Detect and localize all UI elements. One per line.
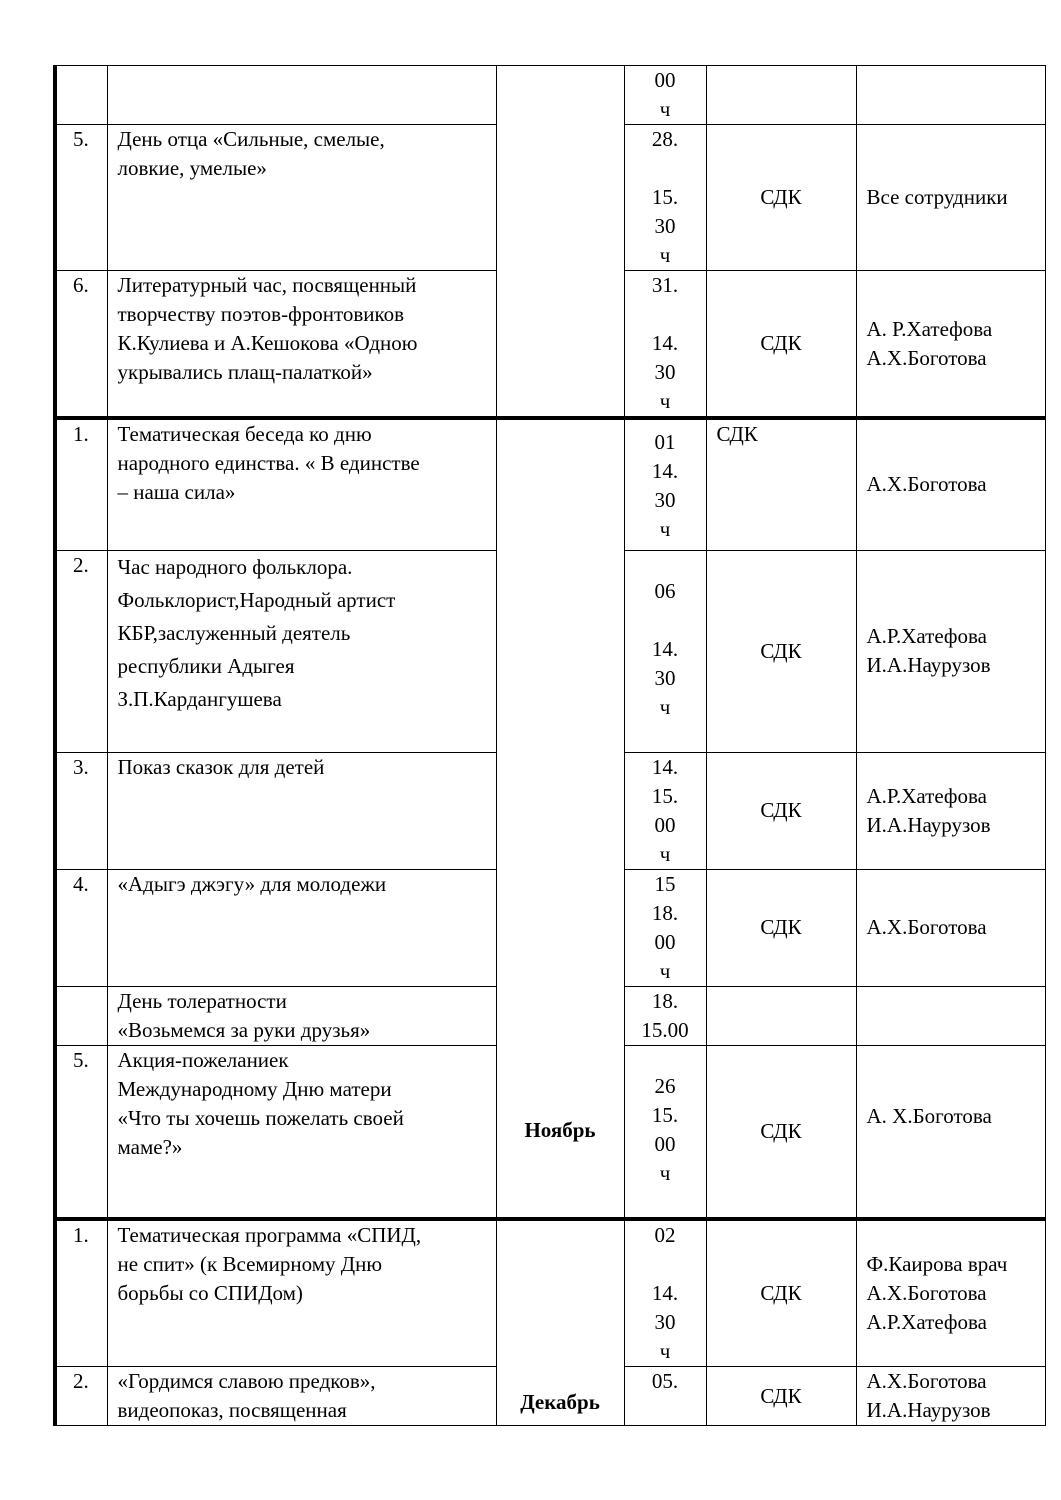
text-line: Показ сказок для детей [117,754,325,779]
text-line: А.Р.Хатефова [866,783,987,808]
responsible-persons [856,125,1045,271]
text-line: А.Х.Боготова [866,1369,987,1393]
text-line [625,1250,706,1279]
event-place: СДК [706,869,856,986]
table-row [55,1219,1045,1367]
event-place: СДК [706,1045,856,1219]
text-line: «Адыгэ джэгу» для молодежи [117,871,387,896]
text-line: День толератности [117,988,287,1013]
text-line: 15. [651,185,679,209]
event-place: СДК [706,1219,856,1367]
text-line: И.А.Наурузов [866,812,991,837]
text-line: – наша сила» [117,480,236,504]
event-date [624,1367,706,1426]
text-line: укрывались плащ-палаткой» [117,360,373,384]
event-plan-table [53,65,1046,1426]
row-number: 4. [55,869,107,986]
text-line: 15. [651,1102,679,1127]
row-number: 5. [55,1045,107,1219]
text-line: А.Х.Боготова [866,915,987,939]
text-line: 26 [654,1073,676,1098]
event-date [624,752,706,869]
responsible-persons [856,550,1045,752]
text-line: не спит» (к Всемирному Дню [117,1252,383,1276]
row-number: 2. [55,550,107,752]
event-place [706,986,856,1045]
text-line: 00 [654,812,676,837]
text-line: Час народного фольклора. [117,554,353,579]
text-line: А. Р.Хатефова [866,316,993,341]
text-line: 30 [654,214,676,238]
text-line: КБР,заслуженный деятель [117,620,351,645]
event-date [624,550,706,752]
text-line: 00 [654,68,676,92]
text-line: 15.00 [641,1017,689,1042]
text-line: 15. [651,783,679,808]
month-label: Ноябрь [524,1118,596,1142]
text-line: 05. [651,1369,679,1393]
event-place: СДК [706,125,856,271]
text-line: Ф.Каирова врач [866,1252,1008,1276]
event-place: СДК [706,550,856,752]
text-line: Фольклорист,Народный артист [117,587,396,612]
responsible-persons [856,752,1045,869]
text-line: ч [659,694,671,719]
event-place: СДК [706,752,856,869]
text-line: 31. [651,273,679,297]
row-number: 1. [55,418,107,550]
row-number: 6. [55,271,107,419]
responsible-persons [856,1367,1045,1426]
row-number: 5. [55,125,107,271]
text-line: 30 [654,360,676,384]
text-line [625,606,706,635]
event-place: СДК [706,418,856,550]
text-line: 14. [651,459,679,483]
text-line: 00 [654,1131,676,1156]
month-cell [496,418,624,1219]
text-line [625,300,706,329]
responsible-persons [856,66,1045,125]
row-number: 2. [55,1367,107,1426]
text-line: ч [659,958,671,983]
responsible-persons [856,418,1045,550]
text-line: маме?» [117,1134,183,1159]
responsible-persons [856,986,1045,1045]
text-line: 15 [654,871,676,896]
text-line: А.Р.Хатефова [866,624,987,648]
row-number [55,986,107,1045]
text-line: ч [659,517,671,541]
text-line: А.Р.Хатефова [866,1310,987,1334]
event-title [107,550,496,752]
event-date [624,125,706,271]
text-line: «Гордимся славою предков», [117,1369,376,1393]
text-line: 14. [651,754,679,779]
text-line: ч [659,389,671,413]
row-number [55,66,107,125]
event-title [107,125,496,271]
event-title [107,418,496,550]
text-line: 01 [654,430,676,454]
text-line: 30 [654,665,676,690]
text-line: республики Адыгея [117,653,295,678]
event-title [107,1219,496,1367]
text-line: борьбы со СПИДом) [117,1281,303,1305]
event-place [706,66,856,125]
text-line: Международному Дню матери [117,1076,392,1101]
text-line: 14. [651,331,679,355]
text-line: И.А.Наурузов [866,653,991,677]
table-row [55,418,1045,550]
event-date [624,418,706,550]
text-line: ч [659,1160,671,1185]
event-title [107,1045,496,1219]
text-line: К.Кулиева и А.Кешокова «Одною [117,331,418,355]
event-title [107,66,496,125]
text-line: 28. [651,127,679,151]
text-line: 30 [654,488,676,512]
text-line: народного единства. « В единстве [117,451,420,475]
responsible-persons [856,869,1045,986]
text-line: А. Х.Боготова [866,1103,992,1128]
row-number: 3. [55,752,107,869]
text-line: ч [659,97,671,121]
event-title [107,986,496,1045]
event-title [107,1367,496,1426]
text-line: видеопоказ, посвященная [117,1398,347,1422]
text-line: ч [659,841,671,866]
text-line: 00 [654,929,676,954]
text-line: 06 [654,578,676,603]
event-date [624,869,706,986]
responsible-persons [856,1219,1045,1367]
text-line: День отца «Сильные, смелые, [117,127,385,151]
event-date [624,1219,706,1367]
text-line: 18. [651,988,679,1013]
text-line: А.Х.Боготова [866,345,987,370]
text-line: И.А.Наурузов [866,1398,991,1422]
text-line: творчеству поэтов-фронтовиков [117,302,405,326]
text-line: Тематическая программа «СПИД, [117,1223,422,1247]
event-date [624,271,706,419]
text-line: ч [659,1339,671,1363]
text-line: Все сотрудники [866,185,1008,209]
event-date [624,1045,706,1219]
event-title [107,752,496,869]
responsible-persons [856,271,1045,419]
event-title [107,869,496,986]
text-line: «Возьмемся за руки друзья» [117,1017,371,1042]
month-cell [496,1219,624,1426]
event-date [624,986,706,1045]
text-line: 18. [651,900,679,925]
text-line: 14. [651,636,679,661]
event-place: СДК [706,271,856,419]
text-line: ловкие, умелые» [117,156,267,180]
responsible-persons [856,1045,1045,1219]
text-line: Литературный час, посвященный [117,273,417,297]
event-title [107,271,496,419]
text-line: Тематическая беседа ко дню [117,422,372,446]
text-line: А.Х.Боготова [866,1281,987,1305]
event-place: СДК [706,1367,856,1426]
text-line: 30 [654,1310,676,1334]
month-label: Декабрь [520,1390,600,1414]
text-line [625,154,706,183]
text-line: А.Х.Боготова [866,472,987,497]
event-date [624,66,706,125]
text-line: 14. [651,1281,679,1305]
text-line: З.П.Кардангушева [117,686,282,711]
text-line: 02 [654,1223,676,1247]
month-cell [496,66,624,419]
text-line: ч [659,243,671,267]
table-row [55,66,1045,125]
row-number: 1. [55,1219,107,1367]
text-line: Акция-пожеланиек [117,1047,289,1072]
text-line: «Что ты хочешь пожелать своей [117,1105,404,1130]
